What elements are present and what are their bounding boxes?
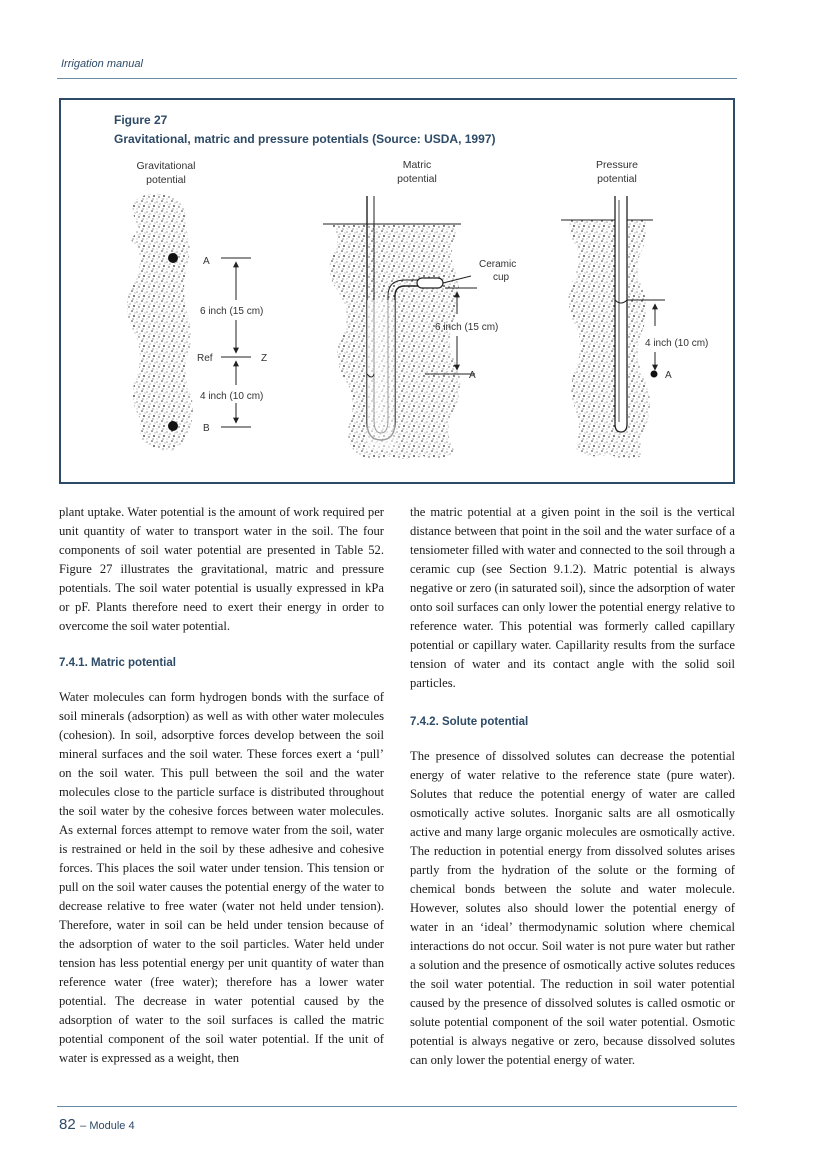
- pressure-panel: [561, 159, 708, 459]
- matric-paragraph: Water molecules can form hydrogen bonds with the surface of soil minerals (adsorption) as well as with other water molecules (cohesion). In soil, adsorptive forces develop between the soil mineral surfaces and the soil water. These forces exert a ‘pull’ on the soil water. This pull between the soil and the water molecules close to the particle surface is distributed throughout the soil water by the cohesive forces between water molecules. As external forces attempt to remove water from the soil, water is restrained or held in the soil by these adhesive and cohesive forces. This places the soil water under tension. This tension or pull on the soil water causes the potential energy of the water to decrease relative to free water (water not held under tension). Therefore, water in soil can be held under tension because of the adsorption of water to the soil particles. Water held under tension has less potential energy per unit quantity of water than reference water (free water); therefore has a lower water potential. The decrease in water potential caused by the adsorption of water to the soil surfaces is called the matric potential component of the soil water potential. If the unit of water is expressed as a weight, then: [59, 690, 384, 1065]
- matric-title-2: potential: [397, 173, 437, 185]
- matric-title-1: Matric: [402, 159, 432, 171]
- matric-label-a: A: [469, 370, 476, 381]
- figure-number: Figure 27: [114, 113, 168, 127]
- matric-cup-label-1: Ceramic: [479, 259, 517, 270]
- left-column: [59, 503, 384, 1068]
- section-heading-matric: 7.4.1. Matric potential: [59, 657, 176, 669]
- grav-dim-upper: 6 inch (15 cm): [200, 306, 264, 317]
- continuation-paragraph: the matric potential at a given point in the soil is the vertical distance between that point in the soil and the water surface of a tensiometer filled with water and connected to the soil through a ceramic cup (see Section 9.1.2). Matric potential is always negative or zero (in saturated soil), since the adsorption of water onto soil surfaces can only lower the potential energy relative to reference water. This potential was formerly called capillary potential or capillary water. Capillarity results from the surface tension of water and its contact angle with the solid soil particles.: [410, 505, 735, 690]
- intro-paragraph: plant uptake. Water potential is the amount of work required per unit quantity of water to transport water in the soil. The four components of soil water potential are presented in Table 52. Figure 27 illustrates the gravitational, matric and pressure potentials. The soil water potential is usually expressed in kPa or pF. Plants therefore need to exert their energy in order to overcome the soil water potential.: [59, 505, 384, 633]
- matric-cup-label-2: cup: [493, 272, 510, 283]
- page-number: 82: [59, 1116, 76, 1133]
- gravitational-panel: [127, 160, 267, 451]
- grav-label-a: A: [203, 256, 210, 267]
- running-title: Irrigation manual: [61, 58, 143, 70]
- figure-diagram: [61, 100, 733, 482]
- matric-ceramic-cup: [417, 278, 443, 288]
- grav-dim-lower: 4 inch (10 cm): [200, 391, 264, 402]
- section-heading-solute: 7.4.2. Solute potential: [410, 716, 529, 728]
- grav-title-2: potential: [146, 174, 186, 186]
- pressure-tube: [615, 196, 627, 432]
- figure-27: [59, 98, 735, 484]
- right-column: [410, 503, 735, 1070]
- pressure-title-2: potential: [597, 173, 637, 185]
- matric-dim: 6 inch (15 cm): [435, 322, 499, 333]
- pressure-soil-column: [568, 220, 650, 459]
- grav-title-1: Gravitational: [136, 160, 196, 172]
- grav-point-a-marker: [168, 253, 178, 263]
- header-rule: [57, 78, 737, 79]
- grav-soil-column: [127, 194, 193, 452]
- pressure-point-a-marker: [651, 371, 658, 378]
- pressure-dim: 4 inch (10 cm): [645, 338, 709, 349]
- grav-point-b-marker: [168, 421, 178, 431]
- matric-panel: [323, 159, 516, 459]
- page-footer: [59, 1116, 135, 1134]
- grav-label-z: Z: [261, 353, 268, 364]
- solute-paragraph: The presence of dissolved solutes can decrease the potential energy of water relative to the reference state (pure water). Solutes that reduce the potential energy of water are called osmotically active solutes. Inorganic salts are all osmotically active and many large organic molecules are osmotically active. The reduction in potential energy from dissolved solutes arises partly from the hydration of the solute or the forming of chemical bonds between the solute and water molecule. However, solutes also should lower the potential energy of water in an ‘ideal’ thermodynamic solution where chemical interactions do not occur. Soil water is not pure water but rather a solution and the presence of osmotically active solutes reduces the soil water potential. The reduction in soil water potential caused by the presence of dissolved solutes is called osmotic or solute potential component of the soil water potential. Osmotic potential is always negative or zero, because dissolved solutes can only lower the potential energy of water.: [410, 749, 735, 1067]
- pressure-title-1: Pressure: [595, 159, 639, 171]
- footer-rule: [57, 1106, 737, 1107]
- grav-label-ref: Ref: [197, 353, 213, 364]
- matric-tube-fill: [367, 300, 395, 450]
- grav-label-b: B: [203, 423, 210, 434]
- pressure-label-a: A: [665, 370, 672, 381]
- figure-caption: Gravitational, matric and pressure potentials (Source: USDA, 1997): [114, 132, 496, 146]
- module-label: – Module 4: [80, 1120, 135, 1132]
